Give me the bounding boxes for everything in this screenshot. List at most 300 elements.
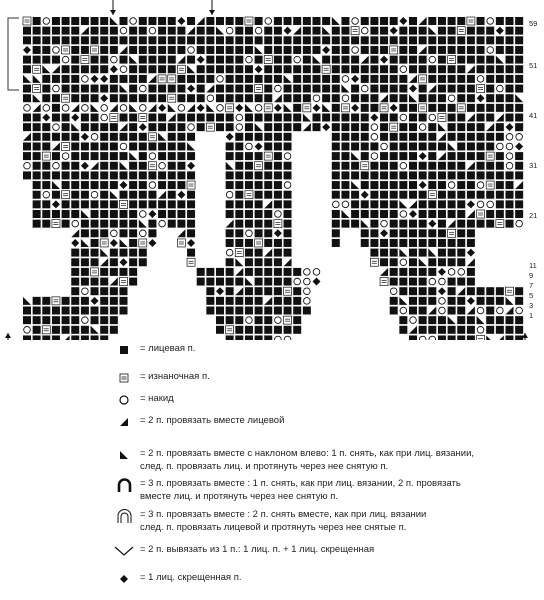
knit-stitch: [264, 220, 272, 228]
knit-stitch: [322, 85, 330, 93]
legend-text: = 2 п. вывязать из 1 п.: 1 лиц. п. + 1 лиц. скрещенная: [140, 544, 375, 555]
knit-stitch: [448, 123, 456, 131]
k2tog-stitch: [284, 258, 292, 266]
knit-stitch: [380, 210, 388, 218]
knit-stitch: [42, 36, 50, 44]
ssk-stitch: [129, 56, 137, 64]
knit-stitch: [438, 75, 446, 83]
knit-stitch: [477, 191, 485, 199]
ssk-stitch: [313, 56, 321, 64]
yarn-over: [516, 220, 523, 227]
knit-stitch: [486, 94, 494, 102]
ssk-stitch: [351, 152, 359, 160]
knit-stitch: [486, 307, 494, 315]
knit-stitch: [100, 191, 108, 199]
knit-stitch: [284, 162, 292, 170]
twisted-knit-stitch: [81, 133, 89, 141]
yarn-over: [448, 182, 455, 189]
knit-stitch: [71, 65, 79, 73]
knit-stitch: [206, 297, 214, 305]
knit-stitch: [313, 123, 321, 131]
knit-stitch: [255, 229, 263, 237]
knit-stitch: [81, 278, 89, 286]
knit-stitch: [438, 46, 446, 54]
knit-stitch: [438, 36, 446, 44]
knit-stitch: [428, 94, 436, 102]
knit-stitch: [419, 171, 427, 179]
knit-stitch: [139, 133, 147, 141]
knit-stitch: [158, 17, 166, 25]
knit-stitch: [370, 162, 378, 170]
twisted-knit-stitch: [390, 27, 398, 35]
knit-stitch: [274, 123, 282, 131]
purl-stitch: [206, 123, 214, 131]
knit-stitch: [81, 297, 89, 305]
knit-stitch: [293, 104, 301, 112]
k2tog-stitch: [264, 249, 272, 257]
knit-stitch: [448, 200, 456, 208]
knit-stitch: [438, 142, 446, 150]
knit-stitch: [100, 142, 108, 150]
knit-stitch: [419, 249, 427, 257]
knit-stitch: [216, 65, 224, 73]
knit-stitch: [52, 307, 60, 315]
knit-stitch: [264, 268, 272, 276]
knit-stitch: [23, 65, 31, 73]
knit-stitch: [245, 200, 253, 208]
yarn-over: [275, 211, 282, 218]
purl-stitch: [255, 85, 263, 93]
knit-stitch: [515, 27, 523, 35]
knit-stitch: [515, 316, 523, 324]
knit-stitch: [361, 152, 369, 160]
knit-stitch: [148, 229, 156, 237]
knit-stitch: [399, 220, 407, 228]
knit-stitch: [486, 75, 494, 83]
knit-stitch: [206, 75, 214, 83]
knit-stitch: [139, 75, 147, 83]
knit-stitch: [399, 229, 407, 237]
knit-stitch: [158, 171, 166, 179]
knit-stitch: [419, 287, 427, 295]
knit-stitch: [187, 249, 195, 257]
twisted-knit-stitch: [235, 104, 243, 112]
knit-stitch: [438, 239, 446, 247]
knit-stitch: [62, 75, 70, 83]
knit-stitch: [361, 94, 369, 102]
knit-stitch: [168, 162, 176, 170]
knit-stitch: [486, 162, 494, 170]
ssk-stitch: [168, 104, 176, 112]
purl-stitch: [477, 210, 485, 218]
knit-stitch: [467, 85, 475, 93]
ssk-stitch: [110, 17, 118, 25]
knit-stitch: [81, 326, 89, 334]
knit-stitch: [361, 181, 369, 189]
yarn-over: [294, 56, 301, 63]
knit-stitch: [100, 316, 108, 324]
knit-stitch: [139, 17, 147, 25]
knit-stitch: [390, 142, 398, 150]
knit-stitch: [284, 249, 292, 257]
ssk-stitch: [322, 27, 330, 35]
twisted-knit-stitch: [380, 229, 388, 237]
knit-stitch: [226, 287, 234, 295]
ssk-stitch: [187, 142, 195, 150]
knit-stitch: [496, 210, 504, 218]
knit-stitch: [361, 104, 369, 112]
knit-stitch: [448, 278, 456, 286]
knit-stitch: [197, 36, 205, 44]
knit-stitch: [293, 297, 301, 305]
knit-stitch: [370, 210, 378, 218]
knit-stitch: [370, 94, 378, 102]
twisted-knit-stitch: [148, 210, 156, 218]
knit-stitch: [129, 65, 137, 73]
knit-stitch: [129, 123, 137, 131]
knit-stitch: [313, 65, 321, 73]
knit-stitch: [390, 239, 398, 247]
knit-stitch: [264, 316, 272, 324]
purl-stitch: [158, 75, 166, 83]
legend-text: = накид: [140, 393, 174, 404]
knit-stitch: [274, 258, 282, 266]
knit-stitch: [496, 133, 504, 141]
knit-stitch: [33, 36, 41, 44]
knit-stitch: [235, 316, 243, 324]
knit-stitch: [370, 171, 378, 179]
ssk-stitch: [235, 258, 243, 266]
yarn-over: [24, 162, 31, 169]
twisted-knit-stitch: [226, 133, 234, 141]
yarn-over: [497, 307, 504, 314]
yarn-over: [62, 56, 69, 63]
knit-stitch: [274, 56, 282, 64]
yarn-over: [246, 56, 253, 63]
k2tog-stitch: [428, 85, 436, 93]
twisted-knit-stitch: [506, 123, 514, 131]
knit-stitch: [71, 46, 79, 54]
knit-stitch: [216, 56, 224, 64]
knit-stitch: [226, 229, 234, 237]
knit-stitch: [226, 297, 234, 305]
knit-stitch: [506, 220, 514, 228]
knit-stitch: [419, 307, 427, 315]
twisted-knit-stitch: [197, 104, 205, 112]
knit-stitch: [457, 65, 465, 73]
twisted-knit-stitch: [409, 210, 417, 218]
knit-stitch: [477, 152, 485, 160]
knit-stitch: [52, 133, 60, 141]
knit-stitch: [264, 181, 272, 189]
purl-stitch: [284, 287, 292, 295]
knit-stitch: [303, 85, 311, 93]
knit-stitch: [168, 36, 176, 44]
knit-stitch: [81, 17, 89, 25]
knit-stitch: [23, 316, 31, 324]
knit-stitch: [33, 297, 41, 305]
yarn-over: [120, 105, 127, 112]
arrowhead-icon: [209, 10, 215, 15]
ssk-stitch: [322, 104, 330, 112]
knit-stitch: [409, 142, 417, 150]
knit-stitch: [206, 287, 214, 295]
knit-stitch: [477, 46, 485, 54]
knit-stitch: [187, 220, 195, 228]
knit-stitch: [457, 181, 465, 189]
knit-stitch: [351, 56, 359, 64]
knit-stitch: [515, 36, 523, 44]
yarn-over: [429, 114, 436, 121]
knit-stitch: [370, 85, 378, 93]
knit-stitch: [129, 46, 137, 54]
knit-stitch: [506, 36, 514, 44]
ssk-stitch: [341, 210, 349, 218]
ssk-stitch: [284, 75, 292, 83]
knit-stitch: [187, 152, 195, 160]
knit-stitch: [284, 46, 292, 54]
knit-stitch: [409, 17, 417, 25]
knit-stitch: [120, 249, 128, 257]
knit-stitch: [235, 142, 243, 150]
knit-stitch: [216, 46, 224, 54]
purl-stitch: [419, 75, 427, 83]
k2tog-stitch: [71, 229, 79, 237]
knit-stitch: [129, 75, 137, 83]
knit-stitch: [148, 36, 156, 44]
knit-stitch: [148, 56, 156, 64]
knit-stitch: [486, 114, 494, 122]
knit-stitch: [486, 220, 494, 228]
knit-stitch: [428, 152, 436, 160]
knit-stitch: [206, 278, 214, 286]
knit-stitch: [399, 278, 407, 286]
knit-stitch: [438, 229, 446, 237]
knit-stitch: [206, 56, 214, 64]
knit-stitch: [62, 297, 70, 305]
knit-stitch: [515, 65, 523, 73]
knit-stitch: [71, 56, 79, 64]
knit-stitch: [255, 268, 263, 276]
knit-stitch: [129, 162, 137, 170]
knit-stitch: [148, 171, 156, 179]
knit-stitch: [235, 297, 243, 305]
knit-stitch: [71, 278, 79, 286]
knit-stitch: [457, 239, 465, 247]
knit-stitch: [399, 36, 407, 44]
purl-stitch: [23, 17, 31, 25]
knit-stitch: [506, 171, 514, 179]
knit-stitch: [71, 326, 79, 334]
knit-stitch: [168, 220, 176, 228]
legend-item-twisted-knit: [114, 571, 520, 587]
knit-stitch: [129, 210, 137, 218]
knit-stitch: [62, 326, 70, 334]
knit-stitch: [91, 335, 99, 340]
knit-stitch: [457, 162, 465, 170]
knit-stitch: [467, 46, 475, 54]
knit-stitch: [23, 94, 31, 102]
knit-stitch: [81, 258, 89, 266]
knit-stitch: [428, 123, 436, 131]
knit-stitch: [235, 181, 243, 189]
knit-stitch: [284, 17, 292, 25]
knit-stitch: [71, 94, 79, 102]
knit-stitch: [448, 171, 456, 179]
knit-stitch: [23, 36, 31, 44]
knit-stitch: [313, 46, 321, 54]
knit-stitch: [409, 152, 417, 160]
knit-stitch: [284, 278, 292, 286]
purl-stitch: [226, 326, 234, 334]
knit-stitch: [284, 191, 292, 199]
knit-stitch: [168, 17, 176, 25]
k2tog-stitch: [23, 133, 31, 141]
knit-stitch: [438, 258, 446, 266]
ssk-stitch: [139, 220, 147, 228]
knit-stitch: [419, 94, 427, 102]
knit-stitch: [197, 27, 205, 35]
knit-stitch: [110, 181, 118, 189]
knit-stitch: [390, 229, 398, 237]
knit-stitch: [274, 307, 282, 315]
k2tog-icon: [114, 414, 140, 430]
knit-stitch: [390, 258, 398, 266]
knit-stitch: [255, 220, 263, 228]
k2tog-stitch: [293, 27, 301, 35]
knit-stitch: [71, 210, 79, 218]
knit-stitch: [91, 258, 99, 266]
knit-stitch: [409, 297, 417, 305]
knit-stitch: [361, 200, 369, 208]
ssk-stitch: [361, 220, 369, 228]
knit-stitch: [332, 85, 340, 93]
knit-stitch: [506, 56, 514, 64]
purl-stitch: [168, 75, 176, 83]
k2tog-stitch: [71, 104, 79, 112]
k2tog-stitch: [486, 123, 494, 131]
knit-stitch: [274, 191, 282, 199]
knit-stitch: [419, 316, 427, 324]
twisted-knit-stitch: [120, 181, 128, 189]
knit-stitch: [23, 142, 31, 150]
knit-stitch: [23, 335, 31, 340]
yarn-over: [140, 105, 147, 112]
knit-stitch: [245, 249, 253, 257]
knit-stitch: [351, 200, 359, 208]
knit-stitch: [187, 133, 195, 141]
yarn-over: [458, 269, 465, 276]
yarn-over: [275, 336, 282, 340]
knit-stitch: [341, 36, 349, 44]
knit-stitch: [341, 114, 349, 122]
knit-stitch: [284, 123, 292, 131]
knit-stitch: [448, 287, 456, 295]
k2tog-stitch: [467, 307, 475, 315]
yarn-over: [506, 143, 513, 150]
knit-stitch: [42, 46, 50, 54]
purl-stitch: [245, 17, 253, 25]
knit-stitch: [62, 123, 70, 131]
knit-stitch: [33, 181, 41, 189]
knit-stitch: [197, 65, 205, 73]
knit-stitch: [148, 114, 156, 122]
knit-stitch: [139, 171, 147, 179]
knit-stitch: [448, 162, 456, 170]
knit-stitch: [284, 114, 292, 122]
yarn-over: [140, 230, 147, 237]
knit-stitch: [313, 17, 321, 25]
knit-stitch: [235, 335, 243, 340]
knit-stitch: [62, 220, 70, 228]
knit-stitch: [467, 133, 475, 141]
knit-stitch: [177, 123, 185, 131]
k2tog-stitch: [100, 258, 108, 266]
knit-stitch: [341, 191, 349, 199]
knit-stitch: [71, 307, 79, 315]
yarn-over: [371, 134, 378, 141]
knit-stitch: [448, 335, 456, 340]
knit-stitch: [71, 316, 79, 324]
knit-stitch: [81, 114, 89, 122]
k2tog-stitch: [409, 75, 417, 83]
knit-stitch: [496, 326, 504, 334]
knit-stitch: [370, 200, 378, 208]
knit-stitch: [245, 85, 253, 93]
knit-stitch: [390, 152, 398, 160]
knit-stitch: [448, 17, 456, 25]
knit-stitch: [438, 191, 446, 199]
knit-stitch: [245, 210, 253, 218]
k2tog-stitch: [438, 133, 446, 141]
yarn-over: [82, 317, 89, 324]
knit-stitch: [332, 36, 340, 44]
knit-stitch: [216, 316, 224, 324]
row-number: 7: [529, 281, 534, 290]
twisted-knit-stitch: [361, 191, 369, 199]
yarn-over: [497, 143, 504, 150]
knit-stitch: [81, 220, 89, 228]
knit-stitch: [177, 85, 185, 93]
knit-stitch: [197, 123, 205, 131]
knit-stitch: [110, 46, 118, 54]
knit-stitch: [477, 287, 485, 295]
knit-stitch: [33, 210, 41, 218]
knit-stitch: [380, 181, 388, 189]
knit-stitch: [226, 152, 234, 160]
knit-stitch: [370, 181, 378, 189]
knit-stitch: [303, 56, 311, 64]
knit-stitch: [33, 326, 41, 334]
ssk-stitch: [448, 142, 456, 150]
yarn-over: [188, 124, 195, 131]
knit-stitch: [419, 162, 427, 170]
knit-stitch: [332, 75, 340, 83]
knit-stitch: [477, 65, 485, 73]
knit-stitch: [62, 316, 70, 324]
yarn-over: [140, 85, 147, 92]
k2tog-stitch: [274, 94, 282, 102]
purl-stitch: [33, 85, 41, 93]
yarn-over: [477, 327, 484, 334]
purl-stitch: [91, 268, 99, 276]
ssk-stitch: [506, 297, 514, 305]
purl-stitch: [457, 27, 465, 35]
knit-stitch: [81, 65, 89, 73]
twisted-knit-stitch: [255, 142, 263, 150]
purl-stitch: [419, 104, 427, 112]
knit-stitch: [293, 46, 301, 54]
